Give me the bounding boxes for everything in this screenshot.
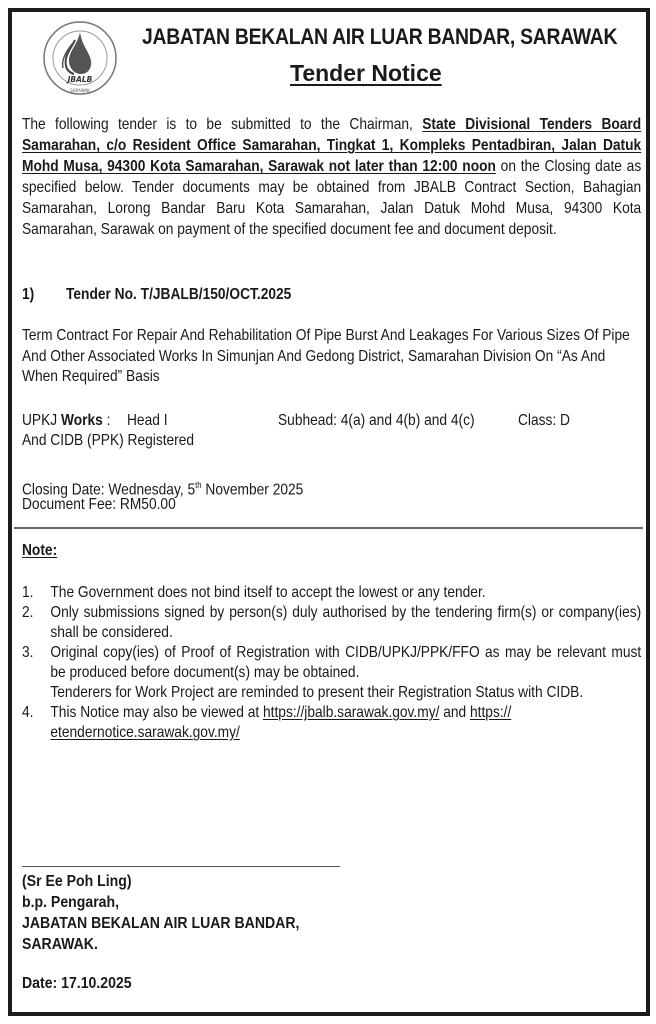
svg-text:JBALB: JBALB [67, 75, 93, 84]
section-divider [14, 527, 643, 529]
subhead-value: Subhead: 4(a) and 4(b) and 4(c) [278, 412, 475, 429]
notes-heading: Note: [22, 542, 58, 559]
signatory-name: (Sr Ee Poh Ling) [22, 873, 132, 890]
etender-website-link[interactable]: https:// etendernotice.sarawak.gov.my/ [50, 704, 512, 741]
upkj-works: Works [60, 412, 103, 429]
jbalb-logo-icon [42, 20, 118, 96]
jbalb-website-link[interactable]: https://jbalb.sarawak.gov.my/ [262, 704, 440, 721]
page-title: Tender Notice [290, 60, 442, 86]
signatory-role: b.p. Pengarah, [22, 894, 120, 911]
document-fee: Document Fee: RM50.00 [22, 496, 176, 513]
note-item: 1. The Government does not bind itself to accept the lowest or any tender. [22, 584, 486, 601]
tender-description: Term Contract For Repair And Rehabilitation Of Pipe Burst And Leakages For Various Sizes Of Pipe And Other Associated Works In Simunjan And Gedong District, Samarahan Division On “As And When Required” Basis [22, 327, 630, 385]
intro-paragraph [22, 114, 641, 240]
svg-text:SARAWAK: SARAWAK [70, 88, 90, 93]
tender-index: 1) [22, 286, 35, 303]
submission-address: State Divisional Tenders Board Samarahan, c/o Resident Office Samarahan, Tingkat 1, Kompleks Pentadbiran, Jalan Datuk Mohd Musa, 94300 Kota Samarahan, Sarawak not later than 12:00 noon [22, 116, 642, 175]
note-item: 4. This Notice may also be viewed at https://jbalb.sarawak.gov.my/ and https:// etendernotice.sarawak.gov.my/ [22, 704, 512, 741]
class-value: Class: D [518, 412, 570, 429]
tender-number: Tender No. T/JBALB/150/OCT.2025 [66, 286, 292, 303]
intro-rest: on the Closing date as specified below. Tender documents may be obtained from JBALB Contract Section, Bahagian Samarahan, Lorong Bandar Baru Kota Samarahan, Jalan Datuk Mohd Musa, 94300 Kota Samarahan, Sarawak on payment of the specified document fee and document deposit. [22, 158, 642, 238]
closing-date: Closing Date: Wednesday, 5th November 2025 [22, 480, 304, 499]
signatory-org-line1: JABATAN BEKALAN AIR LUAR BANDAR, [22, 915, 300, 932]
head-value: Head I [127, 412, 168, 429]
notice-date: Date: 17.10.2025 [22, 975, 132, 992]
notes-list [22, 583, 641, 743]
note-item: 2. Only submissions signed by person(s) duly authorised by the tendering firm(s) or company(ies) shall be considered. [22, 604, 642, 641]
signatory-org-line2: SARAWAK. [22, 936, 98, 953]
signature-line [22, 866, 340, 867]
upkj-label: UPKJ Works : [22, 412, 111, 429]
cidb-registration: And CIDB (PPK) Registered [22, 432, 195, 449]
intro-lead: The following tender is to be submitted to the Chairman, [22, 116, 423, 133]
note-item: 3. Original copy(ies) of Proof of Registration with CIDB/UPKJ/PPK/FFO as may be relevant must be produced before document(s) may be obtained. Tenderers for Work Project are reminded to present their Registration Status with CIDB. [22, 644, 642, 701]
organisation-title: JABATAN BEKALAN AIR LUAR BANDAR, SARAWAK [142, 24, 618, 49]
